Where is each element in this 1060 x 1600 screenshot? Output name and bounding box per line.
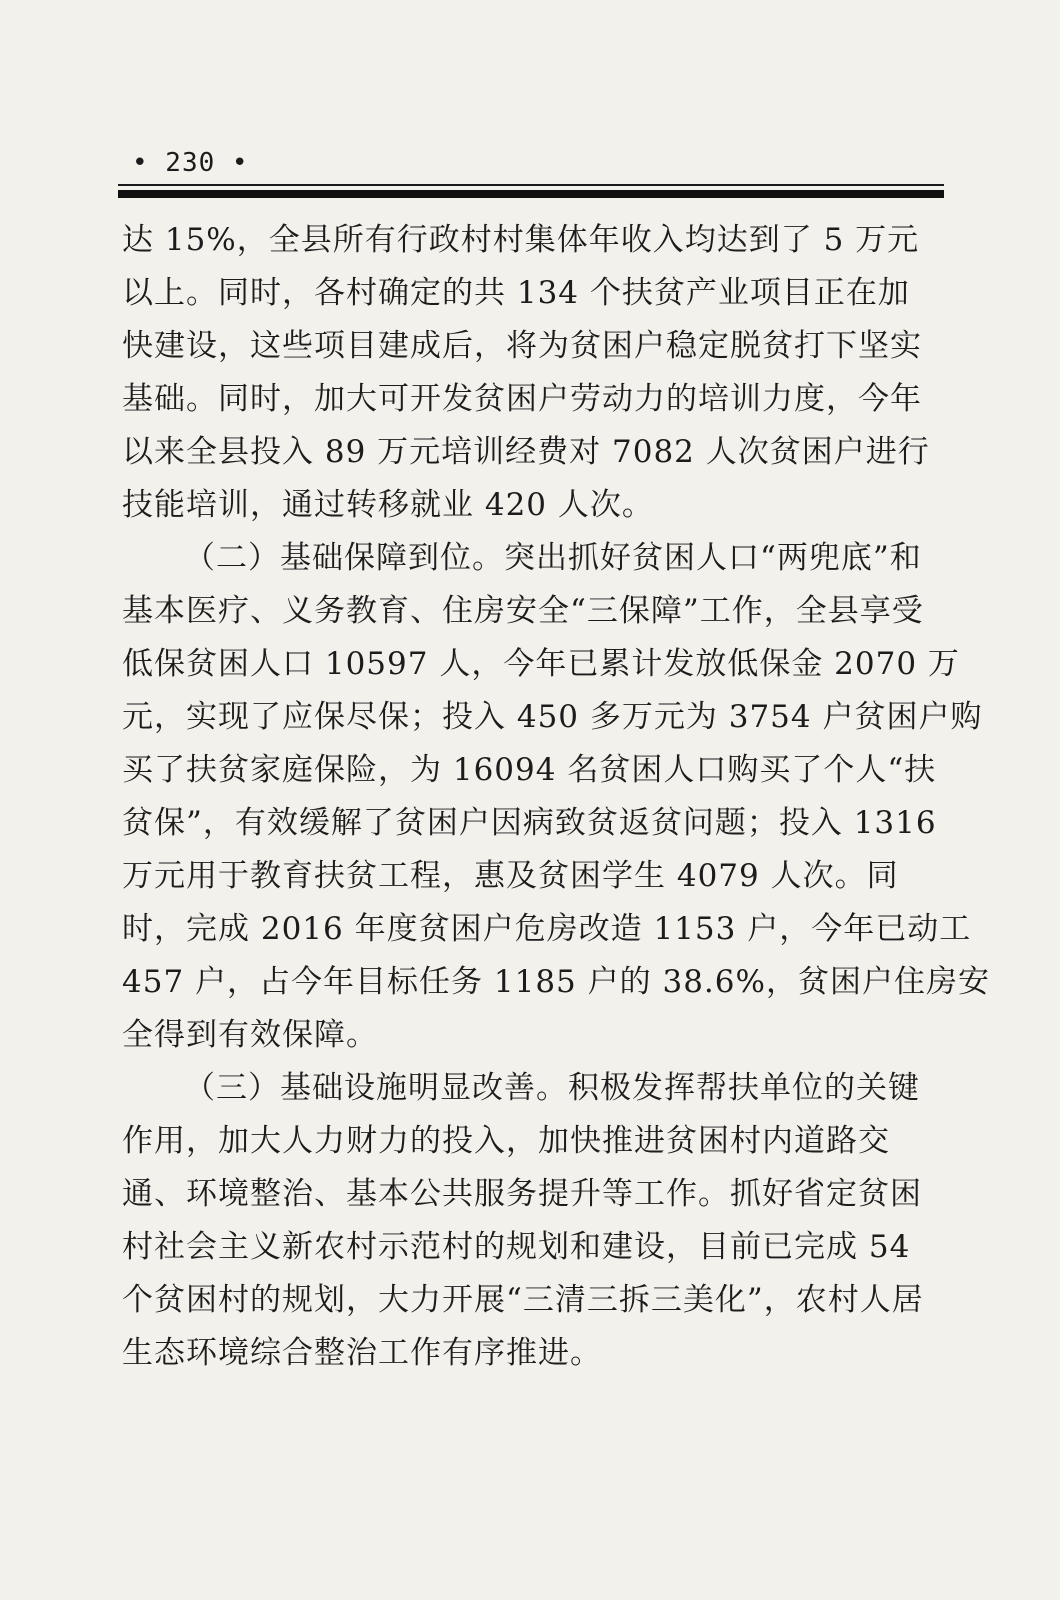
text-line: 以上。同时，各村确定的共 134 个扶贫产业项目正在加 (122, 275, 910, 311)
text-line: 通、环境整治、基本公共服务提升等工作。抓好省定贫困 (122, 1176, 922, 1212)
body-text (122, 214, 990, 1380)
text-line: 基础。同时，加大可开发贫困户劳动力的培训力度，今年 (122, 381, 922, 417)
text-line: 全得到有效保障。 (122, 1017, 378, 1053)
text-line: 万元用于教育扶贫工程，惠及贫困学生 4079 人次。同 (122, 858, 899, 894)
text-line: 村社会主义新农村示范村的规划和建设，目前已完成 54 (122, 1229, 911, 1265)
text-line: 贫保”，有效缓解了贫困户因病致贫返贫问题；投入 1316 (122, 805, 937, 841)
text-line: 时，完成 2016 年度贫困户危房改造 1153 户，今年已动工 (122, 911, 972, 947)
text-line: （三）基础设施明显改善。积极发挥帮扶单位的关键 (184, 1070, 920, 1106)
paragraph-2 (122, 532, 990, 1062)
text-line: 以来全县投入 89 万元培训经费对 7082 人次贫困户进行 (122, 434, 930, 470)
text-line: 技能培训，通过转移就业 420 人次。 (122, 487, 654, 523)
text-line: 买了扶贫家庭保险，为 16094 名贫困人口购买了个人“扶 (122, 752, 937, 788)
header-rule-thin (118, 184, 944, 186)
text-line: 个贫困村的规划，大力开展“三清三拆三美化”，农村人居 (122, 1282, 924, 1318)
text-line: 元，实现了应保尽保；投入 450 多万元为 3754 户贫困户购 (122, 699, 983, 735)
text-line: 快建设，这些项目建成后，将为贫困户稳定脱贫打下坚实 (122, 328, 922, 364)
page-number: • 230 • (132, 148, 249, 178)
paragraph-3 (122, 1062, 948, 1380)
paragraph-1 (122, 214, 948, 532)
text-line: 457 户，占今年目标任务 1185 户的 38.6%，贫困户住房安 (122, 964, 990, 1000)
text-line: 生态环境综合整治工作有序推进。 (122, 1335, 602, 1371)
text-line: 基本医疗、义务教育、住房安全“三保障”工作，全县享受 (122, 593, 924, 629)
header-rule-thick (118, 190, 944, 198)
text-line: （二）基础保障到位。突出抓好贫困人口“两兜底”和 (184, 540, 922, 576)
text-line: 达 15%，全县所有行政村村集体年收入均达到了 5 万元 (122, 222, 920, 258)
text-line: 低保贫困人口 10597 人，今年已累计发放低保金 2070 万 (122, 646, 960, 682)
text-line: 作用，加大人力财力的投入，加快推进贫困村内道路交 (122, 1123, 890, 1159)
